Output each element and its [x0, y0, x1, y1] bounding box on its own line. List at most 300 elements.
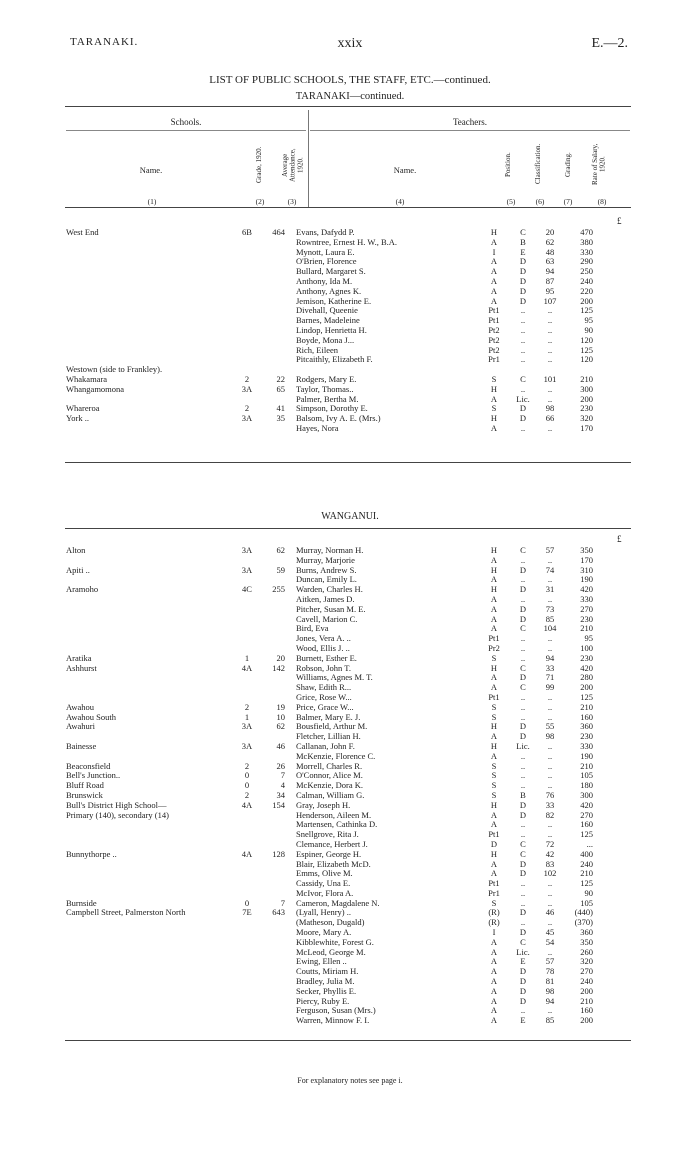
attendance-cell — [258, 605, 288, 615]
salary-cell: (370) — [574, 918, 593, 928]
grade-cell — [236, 346, 258, 356]
grade-cell: 2 — [244, 790, 250, 800]
grading-cell: 98 — [545, 404, 555, 414]
grading-cell: 98 — [545, 732, 555, 742]
position-cell: S — [491, 790, 497, 800]
school-name-cell: Bluff Road — [66, 781, 104, 791]
salary-cell: 240 — [580, 859, 593, 869]
salary-cell: 380 — [580, 237, 593, 247]
salary-cell: 330 — [580, 741, 593, 751]
attendance-cell — [258, 326, 288, 336]
teacher-name-cell: Henderson, Aileen M. — [296, 810, 372, 820]
classification-cell: E — [520, 957, 526, 967]
grading-cell: 74 — [545, 565, 555, 575]
teacher-name-cell: Espiner, George H. — [296, 849, 362, 859]
grade-cell — [236, 297, 258, 307]
classification-cell: .. — [520, 423, 526, 433]
grade-cell: 3A — [241, 722, 253, 732]
classification-cell: .. — [520, 325, 526, 335]
position-cell: Pt1 — [488, 830, 500, 840]
table-row — [66, 615, 593, 625]
grade-cell — [236, 1006, 258, 1016]
teacher-name-cell: Simpson, Dorothy E. — [296, 404, 368, 414]
attendance-cell: 19 — [276, 702, 285, 712]
attendance-cell — [258, 248, 288, 258]
grading-cell: 94 — [545, 267, 555, 277]
classification-cell: D — [519, 414, 527, 424]
classification-cell: .. — [520, 898, 526, 908]
position-cell: D — [490, 839, 498, 849]
teacher-name-cell: Robson, John T. — [296, 663, 351, 673]
school-name-cell: York .. — [66, 414, 89, 424]
salary-cell: 290 — [580, 257, 593, 267]
position-cell: H — [490, 663, 498, 673]
position-cell: S — [491, 771, 497, 781]
attendance-cell — [258, 306, 288, 316]
teacher-name-cell: Bullard, Margaret S. — [296, 267, 366, 277]
grading-cell: .. — [547, 761, 553, 771]
teacher-name-cell: McIvor, Flora A. — [296, 888, 354, 898]
attendance-cell — [258, 869, 288, 879]
classification-cell: .. — [520, 781, 526, 791]
grade-cell — [236, 316, 258, 326]
grade-cell: 6B — [242, 228, 252, 237]
salary-cell: 200 — [580, 1016, 593, 1026]
grading-cell: .. — [547, 355, 553, 365]
grade-cell — [236, 977, 258, 987]
teacher-name-cell: Pitcaithly, Elizabeth F. — [296, 355, 373, 365]
classification-cell: .. — [520, 575, 526, 585]
grade-cell — [236, 879, 258, 889]
teacher-name-cell: Fletcher, Lillian H. — [296, 732, 361, 742]
position-cell: A — [490, 1016, 498, 1026]
school-name-cell: Aratika — [66, 653, 92, 663]
header-rule-top — [65, 106, 631, 107]
grade-cell — [236, 605, 258, 615]
running-head-left: TARANAKI. — [70, 36, 139, 48]
attendance-cell: 255 — [272, 585, 285, 595]
grade-cell — [236, 987, 258, 997]
school-name-cell — [66, 889, 236, 899]
teacher-name-cell: Williams, Agnes M. T. — [296, 673, 373, 683]
table-row — [66, 997, 593, 1007]
classification-cell: .. — [520, 316, 526, 326]
grade-cell — [236, 928, 258, 938]
teacher-name-cell — [288, 365, 479, 375]
position-cell: Pr2 — [488, 643, 500, 653]
classification-cell: D — [519, 404, 527, 414]
teacher-name-cell: Cavell, Marion C. — [296, 614, 358, 624]
school-name-cell: Apiti .. — [66, 565, 90, 575]
grade-cell — [236, 355, 258, 365]
position-cell: A — [490, 947, 498, 957]
grading-cell: .. — [547, 384, 553, 394]
grade-cell — [236, 644, 258, 654]
salary-cell: 90 — [584, 325, 593, 335]
position-cell: Pt2 — [488, 345, 500, 355]
position-cell: A — [490, 751, 498, 761]
position-cell: H — [490, 228, 498, 237]
classification-cell: B — [520, 790, 526, 800]
salary-cell: 310 — [580, 565, 593, 575]
classification-heading: Classification. — [534, 143, 542, 185]
teacher-name-cell: Bradley, Julia M. — [296, 977, 355, 987]
table-row — [66, 644, 593, 654]
grade-cell — [236, 257, 258, 267]
salary-cell: 100 — [580, 643, 593, 653]
school-name-cell — [66, 605, 236, 615]
position-cell: Pr1 — [488, 355, 500, 365]
grading-cell: 98 — [545, 986, 555, 996]
attendance-cell: 22 — [276, 374, 285, 384]
position-cell: A — [490, 257, 498, 267]
teacher-name-cell: Piercy, Ruby E. — [296, 996, 350, 1006]
salary-cell: 210 — [580, 702, 593, 712]
footnote: For explanatory notes see page i. — [297, 1076, 403, 1085]
position-cell: A — [490, 937, 498, 947]
grading-cell: 57 — [545, 957, 555, 967]
teacher-name-cell: (Lyall, Henry) .. — [296, 908, 351, 918]
school-name-cell — [66, 830, 236, 840]
table-row — [66, 546, 593, 556]
school-name-cell — [66, 683, 236, 693]
table-row — [66, 585, 593, 595]
table-row — [66, 365, 593, 375]
classification-cell: D — [519, 967, 527, 977]
grading-cell — [537, 365, 563, 375]
grading-cell: .. — [547, 594, 553, 604]
column-number-4: (4) — [395, 197, 405, 206]
classification-cell: .. — [520, 702, 526, 712]
position-cell: Pt1 — [488, 306, 500, 316]
classification-cell: .. — [520, 306, 526, 316]
schools-group-rule — [66, 130, 306, 131]
salary-cell: 230 — [580, 732, 593, 742]
teacher-name-cell: Boyde, Mona J... — [296, 335, 355, 345]
grade-cell — [236, 267, 258, 277]
column-number-8: (8) — [597, 197, 607, 206]
grading-cell: 48 — [545, 247, 555, 257]
position-cell: Pr1 — [488, 888, 500, 898]
grading-cell: .. — [547, 575, 553, 585]
grade-cell — [236, 395, 258, 405]
grading-cell: .. — [547, 325, 553, 335]
grading-cell: .. — [547, 712, 553, 722]
table-row — [66, 830, 593, 840]
grade-cell: 2 — [244, 404, 250, 414]
school-name-cell — [66, 287, 236, 297]
teacher-name-cell: Rowntree, Ernest H. W., B.A. — [296, 237, 398, 247]
position-cell: A — [490, 423, 498, 433]
salary-cell: 170 — [580, 555, 593, 565]
classification-cell: .. — [520, 879, 526, 889]
grading-cell: .. — [547, 751, 553, 761]
salary-cell: 240 — [580, 977, 593, 987]
grading-cell: .. — [547, 394, 553, 404]
salary-cell: 105 — [580, 898, 593, 908]
table-row — [66, 899, 593, 909]
salary-cell: 210 — [580, 374, 593, 384]
salary-cell: 160 — [580, 820, 593, 830]
salary-cell: 120 — [580, 355, 593, 365]
salary-cell: 330 — [580, 594, 593, 604]
salary-cell: 210 — [580, 996, 593, 1006]
school-name-cell — [66, 336, 236, 346]
attendance-cell: 62 — [276, 722, 285, 732]
grade-cell: 2 — [244, 761, 250, 771]
school-name-cell — [66, 257, 236, 267]
salary-cell: 160 — [580, 1006, 593, 1016]
position-cell: S — [491, 898, 497, 908]
school-name-cell — [66, 693, 236, 703]
school-name-cell — [66, 879, 236, 889]
teacher-name-cell: Blair, Elizabeth McD. — [296, 859, 371, 869]
grading-cell: .. — [547, 306, 553, 316]
school-name-cell: Awahou — [66, 702, 95, 712]
school-name-cell — [66, 840, 236, 850]
classification-cell: .. — [520, 918, 526, 928]
table-row — [66, 404, 593, 414]
grading-cell: 99 — [545, 683, 555, 693]
grade-cell — [236, 820, 258, 830]
page-title: LIST OF PUBLIC SCHOOLS, THE STAFF, ETC.—continued. — [209, 74, 491, 86]
grading-cell: 72 — [545, 839, 555, 849]
salary-cell: 125 — [580, 345, 593, 355]
grade-cell — [236, 336, 258, 346]
school-name-cell — [66, 248, 236, 258]
attendance-cell — [258, 752, 288, 762]
salary-cell: 200 — [580, 394, 593, 404]
attendance-cell — [258, 257, 288, 267]
grading-cell: 57 — [545, 546, 555, 555]
salary-cell: 400 — [580, 849, 593, 859]
teacher-name-cell: Rich, Eileen — [296, 345, 339, 355]
salary-cell: 125 — [580, 692, 593, 702]
grade-cell: 4A — [241, 849, 253, 859]
column-number-2: (2) — [255, 197, 265, 206]
attendance-cell — [258, 957, 288, 967]
salary-cell: 125 — [580, 830, 593, 840]
position-cell: A — [490, 869, 498, 879]
teacher-name-cell: Ewing, Ellen .. — [296, 957, 347, 967]
grading-cell: .. — [547, 888, 553, 898]
grade-cell: 7E — [242, 908, 252, 918]
grade-cell — [236, 693, 258, 703]
table-row — [66, 908, 593, 918]
salary-cell — [563, 365, 593, 375]
attendance-cell: 26 — [276, 761, 285, 771]
salary-cell: 300 — [580, 790, 593, 800]
classification-cell: E — [520, 247, 526, 257]
grading-cell: .. — [547, 771, 553, 781]
table-row — [66, 771, 593, 781]
grading-cell: .. — [547, 947, 553, 957]
grade-cell — [236, 248, 258, 258]
classification-cell: D — [519, 869, 527, 879]
column-number-1: (1) — [147, 197, 157, 206]
table-row — [66, 664, 593, 674]
grade-cell — [236, 306, 258, 316]
attendance-cell — [258, 830, 288, 840]
grade-cell — [236, 752, 258, 762]
school-name-cell: Whakamara — [66, 374, 108, 384]
teacher-name-cell: Murray, Norman H. — [296, 546, 364, 555]
table-row — [66, 267, 593, 277]
grade-cell: 0 — [244, 781, 250, 791]
grade-cell — [236, 556, 258, 566]
position-cell: A — [490, 683, 498, 693]
grading-cell: 62 — [545, 237, 555, 247]
school-name-cell — [66, 277, 236, 287]
grade-cell: 4A — [241, 663, 253, 673]
table-row — [66, 693, 593, 703]
table-row — [66, 575, 593, 585]
salary-cell: 90 — [584, 888, 593, 898]
grade-cell — [236, 918, 258, 928]
teacher-name-cell: Emms, Olive M. — [296, 869, 353, 879]
school-name-cell — [66, 948, 236, 958]
school-name-cell: Beaconsfield — [66, 761, 111, 771]
column-number-6: (6) — [535, 197, 545, 206]
position-cell: A — [490, 614, 498, 624]
salary-cell: 230 — [580, 653, 593, 663]
grading-cell: 101 — [543, 374, 557, 384]
classification-cell: D — [519, 996, 527, 1006]
classification-cell: D — [519, 986, 527, 996]
teacher-name-cell: Rodgers, Mary E. — [296, 374, 357, 384]
table-row — [66, 414, 593, 424]
grade-cell — [236, 683, 258, 693]
salary-heading: Rate of Salary, 1920. — [591, 143, 607, 185]
attendance-cell — [258, 395, 288, 405]
school-name-cell: Awahuri — [66, 722, 95, 732]
table-row — [66, 297, 593, 307]
column-number-3: (3) — [287, 197, 297, 206]
attendance-cell — [258, 820, 288, 830]
school-name-cell: Bunnythorpe .. — [66, 849, 117, 859]
attendance-cell — [258, 615, 288, 625]
teacher-name-cell: Balsom, Ivy A. E. (Mrs.) — [296, 414, 381, 424]
position-cell: A — [490, 286, 498, 296]
classification-cell: C — [520, 683, 526, 693]
table-row — [66, 355, 593, 365]
attendance-cell: 62 — [276, 546, 285, 555]
salary-cell: 280 — [580, 673, 593, 683]
grading-cell: 45 — [545, 928, 555, 938]
attendance-cell — [258, 287, 288, 297]
position-cell: I — [492, 247, 496, 257]
taranaki-table — [66, 228, 593, 434]
salary-cell: 105 — [580, 771, 593, 781]
classification-cell: D — [519, 800, 527, 810]
classification-cell: .. — [520, 1006, 526, 1016]
position-cell: Pt1 — [488, 316, 500, 326]
table-row — [66, 811, 593, 821]
grade-cell — [236, 948, 258, 958]
teacher-name-cell: Taylor, Thomas.. — [296, 384, 354, 394]
classification-cell: C — [520, 663, 526, 673]
classification-cell: D — [519, 977, 527, 987]
column-number-7: (7) — [563, 197, 573, 206]
classification-cell: D — [519, 585, 527, 595]
teacher-name-cell: Clemance, Herbert J. — [296, 839, 368, 849]
table-row — [66, 316, 593, 326]
table-row — [66, 326, 593, 336]
classification-cell: .. — [520, 634, 526, 644]
classification-cell: .. — [520, 712, 526, 722]
school-name-cell — [66, 918, 236, 928]
attendance-cell — [258, 732, 288, 742]
salary-cell: 125 — [580, 306, 593, 316]
salary-cell: 270 — [580, 810, 593, 820]
position-cell: H — [490, 565, 498, 575]
classification-cell: D — [519, 614, 527, 624]
table-row — [66, 977, 593, 987]
group-divider — [308, 110, 309, 208]
salary-cell: 420 — [580, 800, 593, 810]
attendance-cell — [258, 977, 288, 987]
attendance-cell — [258, 860, 288, 870]
attendance-cell — [258, 355, 288, 365]
teacher-name-cell: Anthony, Agnes K. — [296, 286, 362, 296]
grading-cell: .. — [547, 702, 553, 712]
grade-cell — [236, 997, 258, 1007]
position-cell: Pt2 — [488, 335, 500, 345]
position-cell: Pt1 — [488, 692, 500, 702]
school-name-cell: Burnside — [66, 898, 97, 908]
grading-cell: 42 — [545, 849, 555, 859]
position-cell: S — [491, 761, 497, 771]
classification-cell: E — [520, 1016, 526, 1026]
classification-cell: D — [519, 604, 527, 614]
currency-symbol: £ — [617, 216, 622, 226]
position-cell: A — [490, 237, 498, 247]
position-cell: Pt1 — [488, 634, 500, 644]
classification-cell: C — [520, 839, 526, 849]
teacher-name-cell: Anthony, Ida M. — [296, 276, 353, 286]
attendance-cell — [258, 644, 288, 654]
school-name-cell — [66, 977, 236, 987]
table-row — [66, 556, 593, 566]
teacher-name-cell: Duncan, Emily L. — [296, 575, 357, 585]
teacher-name-cell: Evans, Dafydd P. — [296, 228, 355, 237]
teacher-name-cell: Balmer, Mary E. J. — [296, 712, 361, 722]
position-cell: A — [490, 276, 498, 286]
salary-cell: 360 — [580, 722, 593, 732]
school-name-cell — [66, 752, 236, 762]
teacher-name-cell: Wood, Ellis J. .. — [296, 643, 350, 653]
grade-cell — [236, 595, 258, 605]
grading-cell: .. — [547, 634, 553, 644]
grade-cell: 3A — [241, 546, 253, 555]
position-cell: A — [490, 394, 498, 404]
position-cell: A — [490, 957, 498, 967]
attendance-cell: 34 — [276, 790, 285, 800]
teacher-name-cell: Murray, Marjorie — [296, 555, 355, 565]
teacher-name-cell: Warden, Charles H. — [296, 585, 363, 595]
schools-group-heading: Schools. — [170, 117, 202, 127]
school-name-cell — [66, 928, 236, 938]
attendance-cell — [258, 928, 288, 938]
school-name-cell — [66, 987, 236, 997]
school-name-cell — [66, 355, 236, 365]
classification-cell: .. — [520, 820, 526, 830]
school-name-cell — [66, 575, 236, 585]
school-name-cell: Alton — [66, 546, 86, 555]
position-cell: H — [490, 722, 498, 732]
grading-cell: 83 — [545, 859, 555, 869]
school-name-cell — [66, 395, 236, 405]
